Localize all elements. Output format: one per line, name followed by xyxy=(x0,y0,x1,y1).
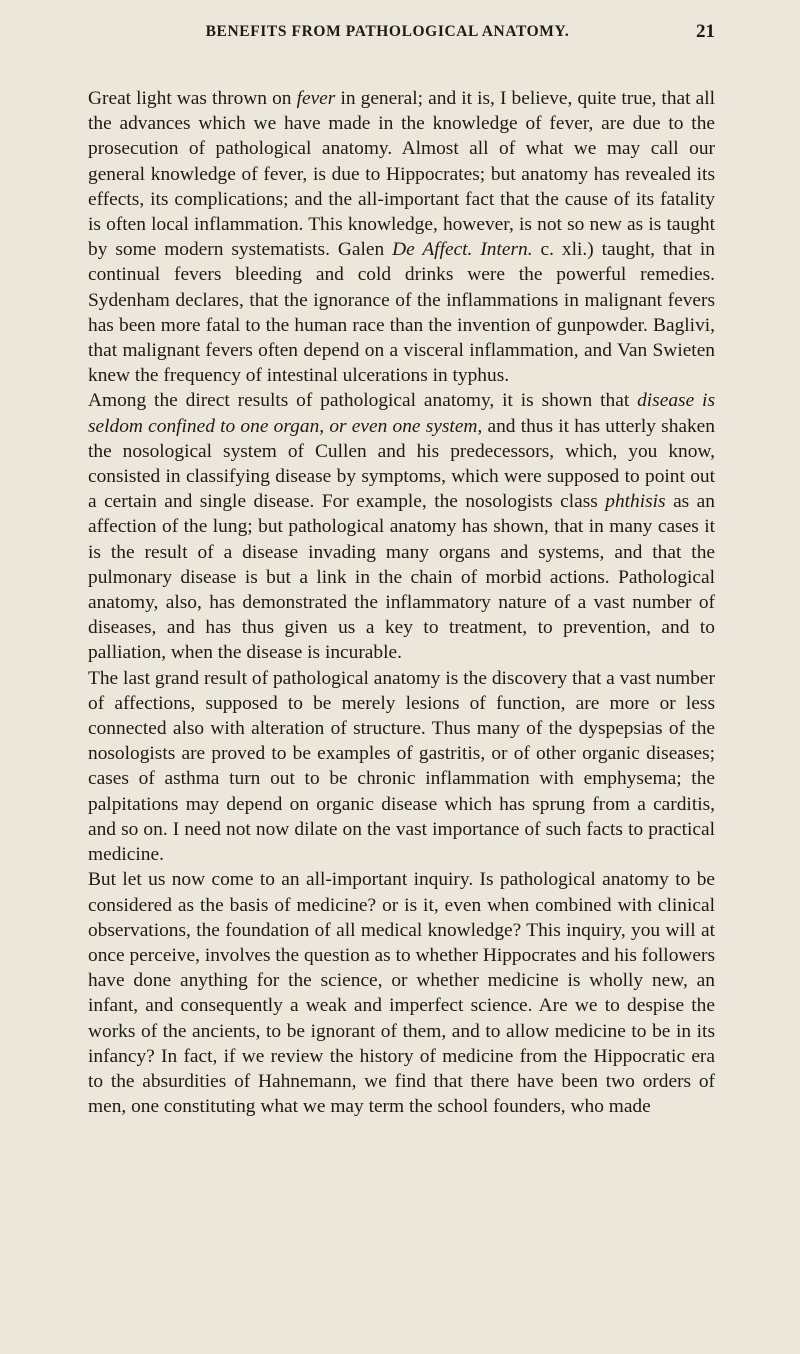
body-text xyxy=(88,86,715,1119)
text-run: and thus it has utterly shaken the nosological system of Cullen and his predecessors, which, you know, consisted in classifying disease by symptoms, which were supposed to point out a certain and single disease. For example, the nosologists class xyxy=(88,415,715,513)
text-run: in general; and it is, I believe, quite true, that all the advances which we have made in the knowledge of fever, are due to the prosecution of pathological anatomy. Almost all of what we may call our general knowledge of fever, is due to Hippocrates; but anatomy has revealed its effects, its complications; and the all-important fact that the cause of its fatality is often local inflammation. This knowledge, however, is not so new as is taught by some modern systematists. Galen xyxy=(88,88,715,261)
paragraph-4 xyxy=(88,867,715,1119)
text-run: Great light was thrown on xyxy=(88,88,297,109)
page-header xyxy=(88,0,715,40)
page-number: 21 xyxy=(696,21,715,42)
paragraph-2 xyxy=(88,388,715,665)
running-title: BENEFITS FROM PATHOLOGICAL ANATOMY. xyxy=(205,23,570,40)
italic-run: phthisis xyxy=(605,491,666,513)
paragraph-3 xyxy=(88,666,715,868)
text-run: The last grand result of pathological anatomy is the discovery that a vast number of affections, supposed to be merely lesions of function, are more or less connected also with alteration of structure. Thus many of the dyspepsias of the nosologists are proved to be examples of gastritis, or of other organic diseases; cases of asthma turn out to be chronic inflammation with emphysema; the palpitations may depend on organic disease which has sprung from a carditis, and so on. I need not now dilate on the vast importance of such facts to practical medicine. xyxy=(88,667,715,866)
italic-run: fever xyxy=(296,88,336,109)
text-run: Among the direct results of pathological anatomy, it is shown that xyxy=(88,390,638,412)
text-run: But let us now come to an all-important inquiry. Is pathological anatomy to be considered as the basis of medicine? or is it, even when combined with clinical observations, the foundation of all medical knowledge? This inquiry, you will at once perceive, involves the question as to whether Hippocrates and his followers have done anything for the science, or whether medicine is wholly new, an infant, and consequently a weak and imperfect science. Are we to despise the works of the ancients, to be ignorant of them, and to allow medicine to be in its infancy? In fact, if we review the history of medicine from the Hippocratic era to the absurdities of Hahnemann, we find that there have been two orders of men, one constituting what we may term the school founders, who made xyxy=(88,869,715,1118)
italic-run: disease is seldom confined to one organ, or even one system, xyxy=(88,390,715,437)
text-run: c. xli.) taught, that in continual fevers bleeding and cold drinks were the powerful remedies. Sydenham declares, that the ignorance of the inflammations in malignant fevers has been more fatal to the human race than the invention of gunpowder. Baglivi, that malignant fevers often depend on a visceral inflammation, and Van Swieten knew the frequency of intestinal ulcerations in typhus. xyxy=(88,239,715,387)
italic-run: De Affect. Intern. xyxy=(392,239,533,261)
paragraph-1 xyxy=(88,86,715,388)
text-run: as an affection of the lung; but pathological anatomy has shown, that in many cases it is the result of a disease invading many organs and systems, and that the pulmonary disease is but a link in the chain of morbid actions. Pathological anatomy, also, has demonstrated the inflammatory nature of a vast number of diseases, and has thus given us a key to treatment, to prevention, and to palliation, when the disease is incurable. xyxy=(88,491,715,664)
